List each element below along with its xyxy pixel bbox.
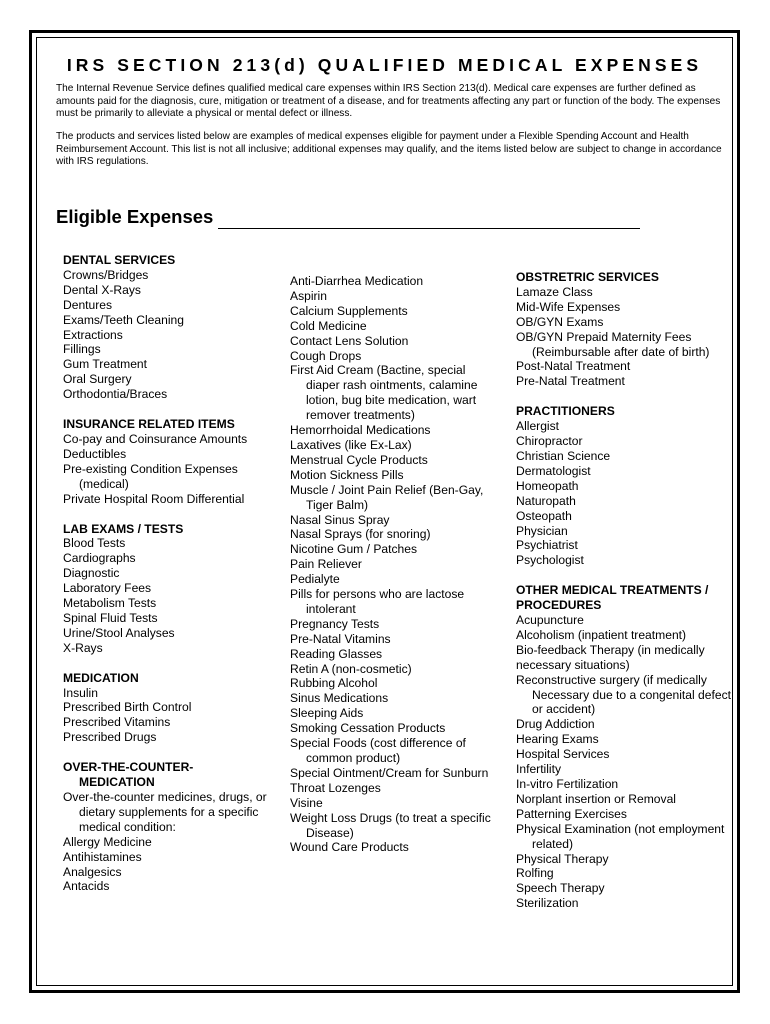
expense-item-continued: related)	[532, 836, 574, 851]
category-title: OTHER MEDICAL TREATMENTS /	[516, 583, 709, 598]
expense-item: Antacids	[63, 879, 110, 894]
expense-item: Spinal Fluid Tests	[63, 610, 158, 625]
category-title: MEDICATION	[79, 775, 155, 790]
expense-item: Laxatives (like Ex-Lax)	[290, 437, 412, 452]
expense-item-continued: lotion, bug bite medication, wart	[306, 393, 477, 408]
expense-item: Contact Lens Solution	[290, 333, 409, 348]
expense-item: Fillings	[63, 342, 101, 357]
expense-item: Pre-Natal Vitamins	[290, 631, 391, 646]
expense-item: Post-Natal Treatment	[516, 359, 631, 374]
section-gap	[63, 402, 267, 417]
expense-item: Homeopath	[516, 478, 579, 493]
expense-item: Norplant insertion or Removal	[516, 791, 676, 806]
expense-item: necessary situations)	[516, 657, 630, 672]
expense-item: Laboratory Fees	[63, 581, 152, 596]
section-gap	[63, 745, 267, 760]
expense-item: Anti-Diarrhea Medication	[290, 274, 424, 288]
expense-item-continued: (medical)	[79, 476, 129, 491]
expense-item: Lamaze Class	[516, 284, 593, 299]
expense-item: Prescribed Drugs	[63, 730, 157, 745]
expense-item: Cough Drops	[290, 348, 362, 363]
expense-item: Calcium Supplements	[290, 303, 408, 318]
expense-item: Diagnostic	[63, 566, 120, 581]
expense-item: Pre-Natal Treatment	[516, 374, 625, 389]
intro-line: with IRS regulations.	[56, 156, 149, 168]
expense-item: Psychiatrist	[516, 538, 578, 553]
expense-item: Dermatologist	[516, 463, 591, 478]
category-title: OBSTRETRIC SERVICES	[516, 270, 659, 284]
expense-item: Hospital Services	[516, 747, 610, 762]
expense-item: Nasal Sprays (for snoring)	[290, 527, 431, 542]
expense-item: Physical Therapy	[516, 851, 609, 866]
expense-item-continued: Necessary due to a congenital defect	[532, 687, 731, 702]
expense-item: Dentures	[63, 297, 113, 312]
section-gap	[63, 656, 267, 671]
expense-item: Reconstructive surgery (if medically	[516, 672, 707, 687]
category-title: INSURANCE RELATED ITEMS	[63, 417, 235, 432]
intro-line: Reimbursement Account. This list is not all inclusive; additional expenses may qualify, and the items listed below are subject to change in accordance	[56, 143, 722, 155]
expense-item: Over-the-counter medicines, drugs, or	[63, 790, 267, 804]
expense-item-continued: intolerant	[306, 601, 356, 616]
intro-line: must be primarily to alleviate a physical or mental defect or illness.	[56, 108, 353, 120]
expense-item: Gum Treatment	[63, 357, 148, 372]
category-title: OVER-THE-COUNTER-	[63, 760, 194, 775]
intro-line: amounts paid for the diagnosis, cure, mitigation or treatment of a disease, and for treatments affecting any part or function of the body. The expenses	[56, 95, 721, 107]
expense-item: Prescribed Vitamins	[63, 715, 171, 730]
expense-item-continued: Disease)	[306, 825, 354, 840]
expense-item: Smoking Cessation Products	[290, 721, 446, 736]
category-title: MEDICATION	[63, 670, 139, 685]
expense-item: Rolfing	[516, 866, 554, 881]
expense-item: Wound Care Products	[290, 840, 409, 855]
expense-item: Orthodontia/Braces	[63, 387, 168, 402]
expense-item: Private Hospital Room Differential	[63, 491, 245, 506]
expense-item-continued: Tiger Balm)	[306, 497, 369, 512]
expense-item: Cardiographs	[63, 551, 136, 566]
expense-item: Hearing Exams	[516, 732, 599, 747]
expense-item: Cold Medicine	[290, 318, 367, 333]
expense-item: Deductibles	[63, 446, 127, 461]
expense-item: Rubbing Alcohol	[290, 676, 378, 691]
expense-item-continued: or accident)	[532, 702, 596, 717]
expense-item: Visine	[290, 795, 323, 810]
expense-item: Alcoholism (inpatient treatment)	[516, 627, 687, 642]
expense-item: Sleeping Aids	[290, 706, 364, 721]
expense-item: Drug Addiction	[516, 717, 595, 732]
expense-item: Nasal Sinus Spray	[290, 512, 390, 527]
section-gap	[516, 568, 731, 583]
expense-item: Reading Glasses	[290, 646, 383, 661]
expense-item: Pain Reliever	[290, 557, 362, 572]
expense-item: Aspirin	[290, 288, 327, 303]
expense-item: Prescribed Birth Control	[63, 700, 192, 715]
expense-item: Pills for persons who are lactose	[290, 587, 465, 602]
expense-item: OB/GYN Prepaid Maternity Fees	[516, 329, 692, 344]
expense-item: In-vitro Fertilization	[516, 777, 619, 791]
expense-item-continued: medical condition:	[79, 819, 176, 834]
category-title: DENTAL SERVICES	[63, 253, 176, 267]
expense-item: Antihistamines	[63, 849, 142, 864]
expense-item: Retin A (non-cosmetic)	[290, 661, 412, 676]
expense-item: Hemorrhoidal Medications	[290, 423, 431, 438]
category-title: PROCEDURES	[516, 598, 602, 613]
expense-item: Exams/Teeth Cleaning	[63, 312, 185, 327]
expense-item-continued: common product)	[306, 751, 401, 765]
section-gap	[63, 507, 267, 522]
expense-item: Crowns/Bridges	[63, 267, 149, 282]
expense-item-continued: diaper rash ointments, calamine	[306, 378, 478, 393]
expense-item: Weight Loss Drugs (to treat a specific	[290, 810, 491, 825]
expense-item: Extractions	[63, 327, 123, 342]
expense-item: Menstrual Cycle Products	[290, 452, 428, 467]
expense-item: Analgesics	[63, 864, 122, 879]
expense-item: Blood Tests	[63, 536, 126, 551]
expense-item: Muscle / Joint Pain Relief (Ben-Gay,	[290, 482, 484, 497]
expense-item: Oral Surgery	[63, 372, 132, 387]
intro-line: The products and services listed below are examples of medical expenses eligible for payment under a Flexible Spending Account and Health	[56, 131, 689, 142]
column-2	[290, 274, 491, 855]
section-heading: Eligible Expenses	[56, 206, 214, 227]
expense-item: Sterilization	[516, 896, 579, 911]
expense-item: X-Rays	[63, 640, 103, 655]
expense-item: Physician	[516, 523, 568, 538]
expense-item: Motion Sickness Pills	[290, 467, 404, 482]
expense-item: Psychologist	[516, 553, 584, 568]
expense-item: Physical Examination (not employment	[516, 821, 725, 836]
expense-item: Osteopath	[516, 508, 572, 523]
expense-item: First Aid Cream (Bactine, special	[290, 363, 466, 378]
expense-item: Sinus Medications	[290, 691, 389, 706]
expense-item: Mid-Wife Expenses	[516, 299, 621, 314]
document-title: IRS SECTION 213(d) QUALIFIED MEDICAL EXPENSES	[66, 55, 703, 75]
expense-item: Pregnancy Tests	[290, 616, 380, 631]
expense-item-continued: remover treatments)	[306, 408, 415, 423]
expense-item: Chiropractor	[516, 434, 583, 449]
expense-item: Bio-feedback Therapy (in medically	[516, 642, 705, 657]
expense-item: Pre-existing Condition Expenses	[63, 461, 238, 476]
expense-item: Christian Science	[516, 448, 611, 463]
expense-item: Naturopath	[516, 493, 576, 508]
expense-item: Allergy Medicine	[63, 834, 152, 849]
expense-item: Insulin	[63, 685, 98, 700]
expense-item: Special Ointment/Cream for Sunburn	[290, 765, 489, 780]
expense-item: Pedialyte	[290, 572, 340, 587]
expense-item: Speech Therapy	[516, 881, 605, 896]
column-3	[516, 270, 731, 911]
intro-paragraph-2	[56, 131, 734, 169]
intro-paragraph-1	[56, 83, 734, 121]
expense-item: Infertility	[516, 762, 562, 777]
expense-item-continued: (Reimbursable after date of birth)	[532, 344, 710, 359]
expense-item: OB/GYN Exams	[516, 314, 604, 329]
expense-item: Throat Lozenges	[290, 780, 381, 795]
expense-item: Metabolism Tests	[63, 596, 157, 611]
column-1	[63, 253, 267, 894]
expense-item: Patterning Exercises	[516, 806, 627, 821]
expense-item-continued: dietary supplements for a specific	[79, 804, 259, 819]
category-title: PRACTITIONERS	[516, 404, 615, 419]
expense-item: Nicotine Gum / Patches	[290, 542, 418, 557]
expense-item: Acupuncture	[516, 613, 584, 628]
expense-item: Dental X-Rays	[63, 282, 141, 297]
intro-line: The Internal Revenue Service defines qualified medical care expenses within IRS Section 213(d). Medical care expenses are further defined as	[56, 83, 696, 94]
section-gap	[516, 389, 731, 404]
expense-item: Co-pay and Coinsurance Amounts	[63, 431, 248, 446]
expense-item: Urine/Stool Analyses	[63, 625, 175, 640]
expense-item: Special Foods (cost difference of	[290, 736, 466, 751]
expense-item: Allergist	[516, 419, 560, 434]
heading-underline	[218, 228, 640, 229]
category-title: LAB EXAMS / TESTS	[63, 521, 184, 536]
